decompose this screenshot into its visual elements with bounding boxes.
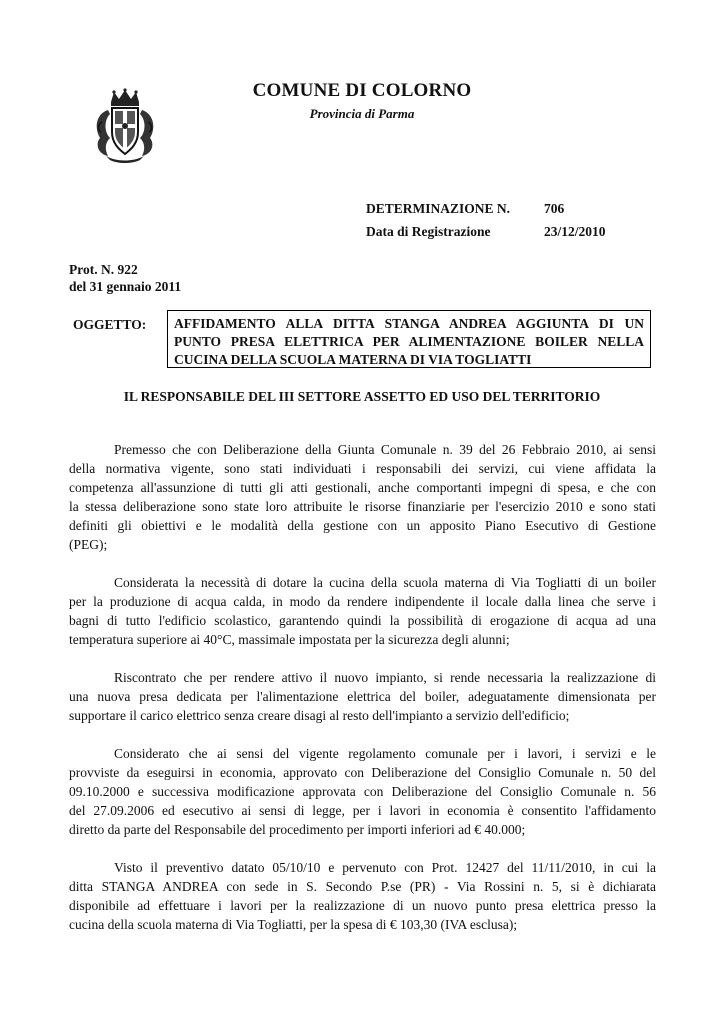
subject-box [167, 310, 651, 368]
subject-line: AFFIDAMENTO ALLA DITTA STANGA ANDREA AGGIUNTA DI UN [174, 316, 644, 331]
protocol-number: Prot. N. 922 [69, 262, 138, 277]
text-line: bagni di tutto l'edificio scolastico, garantendo quindi la possibilità di erogazione di acqua ad una [69, 613, 656, 628]
text-line: della normativa vigente, sono stati individuati i responsabili dei servizi, cui viene affidata la [69, 461, 656, 476]
paragraph-premesso [69, 440, 656, 554]
text-line: per la produzione di acqua calda, in modo da rendere indipendente il locale dalla linea che serve i [69, 594, 656, 609]
text-line: una nuova presa dedicata per l'alimentazione elettrica del boiler, adeguatamente dimensionata per [69, 689, 656, 704]
coat-of-arms-icon [92, 88, 158, 164]
protocol-date: del 31 gennaio 2011 [69, 279, 182, 294]
subject-line: PUNTO PRESA ELETTRICA PER ALIMENTAZIONE BOILER NELLA [174, 334, 644, 349]
issuer-heading: IL RESPONSABILE DEL III SETTORE ASSETTO ED USO DEL TERRITORIO [123, 389, 601, 404]
registration-date-label: Data di Registrazione [366, 224, 491, 239]
text-line: la stessa deliberazione sono state loro attribuite le risorse finanziarie per l'esercizio 2010 e sono stati [69, 499, 656, 514]
text-line: ditta STANGA ANDREA con sede in S. Secondo P.se (PR) - Via Rossini n. 5, si è dichiarata [69, 879, 656, 894]
text-line: Considerata la necessità di dotare la cucina della scuola materna di Via Togliatti di un boiler [114, 575, 656, 590]
text-line: definiti gli obiettivi e le modalità della gestione con un apposito Piano Esecutivo di Gestione [69, 518, 656, 533]
text-line: (PEG); [69, 537, 108, 552]
text-line: supportare il carico elettrico senza creare disagi al resto dell'impianto a servizio dell'edificio; [69, 708, 570, 723]
determination-number-value: 706 [544, 201, 565, 216]
paragraph-considerato [69, 744, 656, 839]
text-line: Visto il preventivo datato 05/10/10 e pervenuto con Prot. 12427 del 11/11/2010, in cui la [114, 860, 656, 875]
text-line: provviste da eseguirsi in economia, approvato con Deliberazione del Consiglio Comunale n. 50 del [69, 765, 656, 780]
text-line: Riscontrato che per rendere attivo il nuovo impianto, si rende necessaria la realizzazione di [114, 670, 656, 685]
text-line: Premesso che con Deliberazione della Giunta Comunale n. 39 del 26 Febbraio 2010, ai sensi [114, 442, 656, 457]
province-subtitle: Provincia di Parma [309, 106, 415, 121]
document-body [69, 440, 656, 953]
text-line: del 27.09.2006 ed esecutivo ai sensi di legge, per i lavori in economia è consentito l'affidamento [69, 803, 656, 818]
text-line: disponibile ad effettuare i lavori per la realizzazione di un nuovo punto presa elettrica presso la [69, 898, 656, 913]
paragraph-riscontrato [69, 668, 656, 725]
paragraph-considerata [69, 573, 656, 649]
paragraph-visto [69, 858, 656, 934]
municipality-title: COMUNE DI COLORNO [252, 80, 472, 101]
text-line: Considerato che ai sensi del vigente regolamento comunale per i lavori, i servizi e le [114, 746, 656, 761]
registration-date-value: 23/12/2010 [544, 224, 606, 239]
text-line: competenza all'assunzione di tutti gli atti gestionali, anche comportanti impegni di spesa, e che con [69, 480, 656, 495]
text-line: diretto da parte del Responsabile del procedimento per importi inferiori ad € 40.000; [69, 822, 526, 837]
determination-number-label: DETERMINAZIONE N. [366, 201, 511, 216]
subject-line: CUCINA DELLA SCUOLA MATERNA DI VIA TOGLIATTI [174, 352, 532, 367]
text-line: 09.10.2000 e successiva modificazione approvata con Deliberazione del Consiglio Comunale n. 56 [69, 784, 656, 799]
text-line: cucina della scuola materna di Via Togliatti, per la spesa di € 103,30 (IVA esclusa); [69, 917, 518, 932]
text-line: temperatura superiore ai 40°C, massimale impostata per la sicurezza degli alunni; [69, 632, 510, 647]
subject-label: OGGETTO: [73, 317, 147, 332]
